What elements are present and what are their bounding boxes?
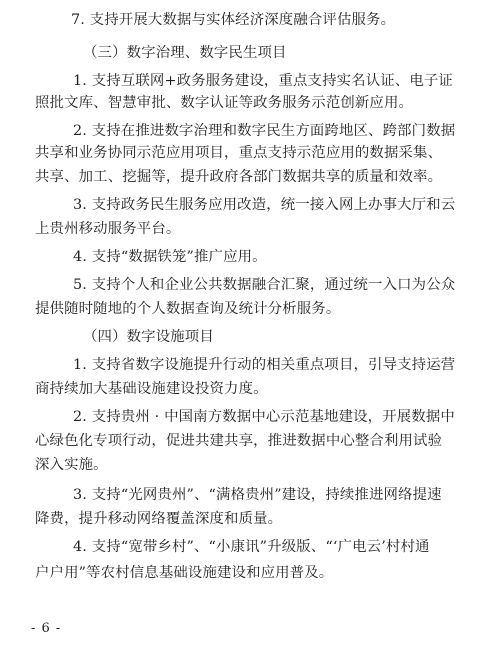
text-line-item-5-public-data: 5. 支持个人和企业公共数据融合汇聚，通过统一入口为公众 <box>73 277 456 293</box>
text-line-item-7-evaluation-services: 7. 支持开展大数据与实体经济深度融合评估服务。 <box>71 12 396 28</box>
text-line-infra-item-2: 2. 支持贵州 · 中国南方数据中心示范基地建设，开展数据中 <box>73 409 455 425</box>
text-line-item-5-analysis-service: 提供随时随地的个人数据查询及统计分析服务。 <box>35 301 341 317</box>
text-line-item-4-data-cage: 4. 支持“数据铁笼”推广应用。 <box>73 249 267 265</box>
text-line-item-2-cross-region: 2. 支持在推进数字治理和数字民生方面跨地区、跨部门数据 <box>73 123 456 139</box>
page-number: - 6 - <box>31 621 62 636</box>
text-line-item-1-continued: 照批文库、智慧审批、数字认证等政务服务示范创新应用。 <box>35 95 414 111</box>
text-line-infra-item-4: 4. 支持“宽带乡村”、“小康讯”升级版、“‘广电云’村村通 <box>73 539 430 555</box>
text-line-item-2-efficiency: 共享、加工、挖掘等，提升政府各部门数据共享的质量和效率。 <box>35 169 443 185</box>
section-heading-digital-infrastructure: （四）数字设施项目 <box>83 329 214 345</box>
text-line-infra-item-2-green: 心绿色化专项行动，促进共建共享，推进数据中心整合利用试验 <box>35 433 443 449</box>
text-line-infra-item-4-continued: 户户用”等农村信息基础设施建设和应用普及。 <box>35 565 334 581</box>
text-line-infra-item-3-continued: 降费，提升移动网络覆盖深度和质量。 <box>35 511 283 527</box>
text-line-item-3-platform: 上贵州移动服务平台。 <box>35 221 181 237</box>
text-line-infra-item-1-continued: 商持续加大基础设施建设投资力度。 <box>35 381 268 397</box>
section-heading-digital-governance: （三）数字治理、数字民生项目 <box>83 45 287 61</box>
text-line-infra-item-2-implementation: 深入实施。 <box>35 457 108 473</box>
text-line-item-3-service-upgrade: 3. 支持政务民生服务应用改造，统一接入网上办事大厅和云 <box>73 197 456 213</box>
text-line-infra-item-1: 1. 支持省数字设施提升行动的相关重点项目，引导支持运营 <box>73 357 456 373</box>
text-line-item-1-government-services: 1. 支持互联网+政务服务建设，重点支持实名认证、电子证 <box>73 73 453 89</box>
text-line-item-2-data-collection: 共享和业务协同示范应用项目，重点支持示范应用的数据采集、 <box>35 145 443 161</box>
text-line-infra-item-3: 3. 支持“光网贵州”、“满格贵州”建设，持续推进网络提速 <box>73 487 442 503</box>
